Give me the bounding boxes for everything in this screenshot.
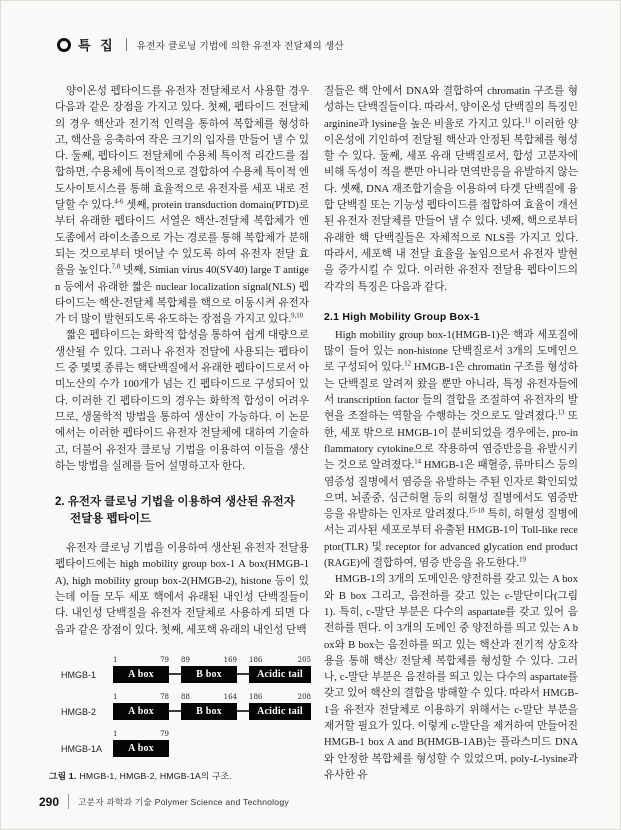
text-run: -lysine과 유사한 유 bbox=[324, 753, 578, 781]
header-divider bbox=[126, 38, 127, 51]
special-feature-label: 특 집 bbox=[78, 38, 116, 53]
citation-superscript: 15-18 bbox=[468, 507, 485, 515]
citation-superscript: 7,8 bbox=[111, 263, 121, 271]
left-column bbox=[49, 84, 311, 784]
domain-box: A box bbox=[113, 740, 169, 757]
two-column-body bbox=[49, 84, 579, 784]
text-run: 짧은 펩타이드는 화학적 합성을 통하여 쉽게 대량으로 생산될 수 있다. 그러나 유전자 전달에 사용되는 펩타이드 중 몇몇 종류는 핵단백질에서 유래한 펩타이드로서 아미노산의 수가 100개가 넘는 긴 펩타이드로 구성되어 있다. 이러한 긴 펩타이드의 경우는 화학적 합성이 어려우므로, 생물학적 방법을 통하여 생산이 가능하다. 이 논문에서는 이러한 펩타이드 유전자 전달체에 대하여 기술하고, 더불어 유전자 클로닝 기법을 이용하여 이들을 생산하는 방법을 실례를 들어 설명하고자 한다. bbox=[55, 330, 309, 472]
text-run: 이러한 양이온성에 기인하여 전달될 핵산과 안정된 복합체를 형성할 수 있다. 둘째, 세포 유래 단백질로서, 합성 고분자에 비해 독성이 적을 뿐만 아니라 면역반응을 유발하지 않는다. 셋째, DNA 재조합기술을 이용하여 타겟 단백질에 융합 단백질 또는 기능성 펩타이드를 접합하여 효율이 개선된 유전자 전달체를 만들어 낼 수 있다. 넷째, 핵으로부터 유래한 핵 단백질들은 자체적으로 NLS를 가지고 있다. 따라서, 세포핵 내 전달 효율을 높임으로서 유전자 발현을 증가시킬 수 있다. 이러한 유전자 전달용 펩타이드의 각각의 특징은 다음과 같다. bbox=[324, 118, 579, 293]
domain-box: A box bbox=[113, 703, 169, 720]
domain-segment bbox=[181, 693, 237, 720]
page-footer bbox=[39, 784, 578, 809]
linker-line bbox=[169, 673, 181, 675]
citation-superscript: 19 bbox=[519, 556, 526, 564]
domain-segment bbox=[113, 693, 169, 720]
linker-line bbox=[237, 673, 249, 675]
domain-diagram bbox=[113, 694, 311, 720]
page-header bbox=[57, 35, 578, 54]
figure-row bbox=[61, 657, 309, 683]
ring-bullet-icon bbox=[57, 38, 71, 52]
residue-number-start: 1 bbox=[113, 693, 118, 702]
residue-number-end: 205 bbox=[297, 656, 311, 665]
residue-number-end: 78 bbox=[160, 693, 169, 702]
linker-line bbox=[169, 710, 181, 712]
domain-segment bbox=[249, 693, 311, 720]
residue-number-start: 88 bbox=[181, 693, 190, 702]
residue-number-start: 1 bbox=[113, 656, 118, 665]
citation-superscript: 11 bbox=[524, 117, 531, 125]
residue-number-start: 186 bbox=[249, 656, 263, 665]
linker-line bbox=[237, 710, 249, 712]
residue-number-start: 1 bbox=[113, 730, 118, 739]
domain-segment bbox=[113, 730, 169, 757]
figure-row bbox=[61, 694, 309, 720]
domain-diagram bbox=[113, 731, 169, 757]
body-paragraph bbox=[324, 328, 578, 572]
page-number: 290 bbox=[39, 794, 60, 809]
text-run: 양이온성 펩타이드를 유전자 전달체로서 사용할 경우 다음과 같은 장점을 가지고 있다. 첫째, 펩타이드 전달체의 경우 핵산과 전기적 인력을 통하여 복합체를 형성하고, 핵산을 응축하여 작은 크기의 입자를 만들어 낼 수 있다. 둘째, 펩타이드 전달체에 수용체 특이적 리간드를 접합하면, 수용체에 특이적으로 결합하여 수용체 특이적 엔도사이토시스를 통해 효율적으로 유전자를 세포 내로 전달할 수 있다. bbox=[55, 86, 309, 212]
text-run: HMGB-1은 패혈증, 류마티스 등의 염증성 질병에서 염증을 유발하는 주된 인자로 확인되었으며, 뇌졸중, 심근허혈 등의 허혈성 질병에서도 염증반응을 유발하는 인자로 알려졌다. bbox=[324, 460, 578, 521]
domain-segment bbox=[113, 656, 169, 683]
right-column bbox=[324, 84, 578, 784]
domain-box: Acidic tail bbox=[249, 703, 311, 720]
text-run: HMGB-1은 chromatin 구조를 형성하는 단백질로 알려져 왔을 뿐만 아니라, 특정 유전자들에서 transcription factor 들의 결합을 조절하여 유전자의 발현을 조절하는 역할을 수행하는 것으로도 알려졌다. bbox=[324, 362, 578, 423]
citation-superscript: 9,10 bbox=[291, 312, 303, 320]
body-paragraph bbox=[55, 84, 309, 328]
figure-caption-text: HMGB-1, HMGB-2, HMGB-1A의 구조. bbox=[79, 770, 232, 781]
domain-box: B box bbox=[181, 666, 237, 683]
domain-segment bbox=[249, 656, 311, 683]
body-paragraph bbox=[324, 572, 578, 784]
figure-caption bbox=[49, 770, 309, 782]
figure-caption-label: 그림 1. bbox=[49, 770, 77, 781]
text-run: High mobility group box-1(HMGB-1)은 핵과 세포질에 많이 들어 있는 non-histone 단백질로서 3개의 도메인으로 구성되어 있다. bbox=[324, 329, 578, 374]
residue-number-end: 79 bbox=[160, 656, 169, 665]
section-heading-line: 전달용 펩타이드 bbox=[70, 513, 151, 526]
domain-segment bbox=[181, 656, 237, 683]
body-paragraph bbox=[55, 328, 309, 475]
body-paragraph bbox=[324, 84, 578, 296]
section-heading-line: 2. 유전자 클로닝 기법을 이용하여 생산된 유전자 bbox=[55, 496, 295, 509]
protein-label: HMGB-1 bbox=[61, 669, 97, 680]
protein-label: HMGB-2 bbox=[61, 706, 97, 717]
text-run: 넷째, Simian virus 40(SV40) large T antigen 등에서 유래한 짧은 nuclear localization signal(NLS) 펩타이드는 핵산-전달체 복합체를 핵으로 이동시켜 유전자가 더 많이 발현되도록 유도하는 장점을 가지고 있다. bbox=[55, 265, 309, 326]
residue-number-end: 164 bbox=[223, 693, 237, 702]
text-run: 특히, 허혈성 질병에서는 괴사된 세포로부터 유출된 HMGB-1이 Toll-like receptor(TLR) 및 receptor for advanced glycation end product(RAGE)에 결합하여, 염증 반응을 유도한다. bbox=[324, 509, 578, 570]
text-run: 질들은 핵 안에서 DNA와 결합하여 chromatin 구조를 형성하는 단백질들이다. 따라서, 양이온성 단백질의 특징인 arginine과 lysine을 높은 비율로 가지고 있다. bbox=[324, 86, 578, 130]
body-paragraph bbox=[55, 541, 309, 639]
residue-number-end: 79 bbox=[160, 730, 169, 739]
residue-number-start: 89 bbox=[181, 656, 190, 665]
figure-hmgb-domain-diagram bbox=[49, 656, 311, 782]
text-run: 셋째, protein transduction domain(PTD)로부터 유래한 펩타이드 서열은 핵산-전달체 복합체가 엔도좀에서 라이소좀으로 가는 경로를 통해 복합체가 분해되는 것으로부터 벗어날 수 있도록 하여 유전자 전달 효율을 높인다. bbox=[55, 200, 309, 277]
residue-number-end: 208 bbox=[297, 693, 311, 702]
text-run: HMGB-1의 3개의 도메인은 양전하를 갖고 있는 A box 와 B box 그리고, 음전하를 갖고 있는 c-말단이다(그림 1). 특히, c-말단 부분은 다수의 aspartate를 갖고 있어 음전하를 띈다. 이 3개의 도메인 중 양전하를 띄고 있는 A box와 B box는 음전하를 띄고 있는 핵산과 전기적 상호작용을 통해 핵산/ 전달체 복합체를 형성할 수 있다. 그러나, c-말단 부분은 음전하를 띄고 있는 다수의 aspartate를 갖고 있어 핵산의 결합을 방해할 수 있다. 따라서 HMGB-1을 유전자 전달체로 이용하기 위해서는 c-말단 부분을 제거할 필요가 있다. 이렇게 c-말단을 제거하여 만들어진 HMGB-1 box A and B(HMGB-1AB)는 플라스미드 DNA와 안정한 복합체를 형성할 수 있었으며, poly- bbox=[324, 574, 578, 765]
citation-superscript: 13 bbox=[557, 409, 565, 417]
italic-text: L bbox=[533, 753, 539, 765]
text-run: 유전자 클로닝 기법을 이용하여 생산된 유전자 전달용 펩타이드에는 high mobility group box-1 A box(HMGB-1A), high mobility group box-2(HMGB-2), histone 등이 있는데 이들 모두 세포 핵에서 유래된 내인성 단백질들이다. 내인성 단백질을 유전자 전달체로 사용하게 되면 다음과 같은 장점이 있다. 첫째, 세포핵 유래의 내인성 단백 bbox=[55, 543, 309, 636]
citation-superscript: 4-6 bbox=[114, 198, 124, 206]
citation-superscript: 14 bbox=[414, 458, 422, 466]
domain-diagram bbox=[113, 657, 311, 683]
residue-number-end: 169 bbox=[223, 656, 237, 665]
domain-box: A box bbox=[113, 666, 169, 683]
figure-row bbox=[61, 731, 309, 757]
text-run: 또한, 세포 밖으로 HMGB-1이 분비되었을 경우에는, pro-inflammatory cytokine으로 작용하여 염증반응을 유발시키는 것으로 알려졌다. bbox=[324, 411, 578, 472]
residue-number-start: 186 bbox=[249, 693, 263, 702]
article-title: 유전자 클로닝 기법에 의한 유전자 전달체의 생산 bbox=[136, 40, 344, 52]
protein-label: HMGB-1A bbox=[61, 743, 103, 754]
footer-divider bbox=[68, 794, 69, 809]
domain-box: B box bbox=[181, 703, 237, 720]
domain-box: Acidic tail bbox=[249, 666, 311, 683]
journal-title: 고분자 과학과 기술 Polymer Science and Technology bbox=[78, 796, 289, 807]
citation-superscript: 12 bbox=[404, 360, 411, 368]
section-heading bbox=[55, 494, 309, 528]
subsection-heading: 2.1 High Mobility Group Box-1 bbox=[324, 310, 480, 323]
